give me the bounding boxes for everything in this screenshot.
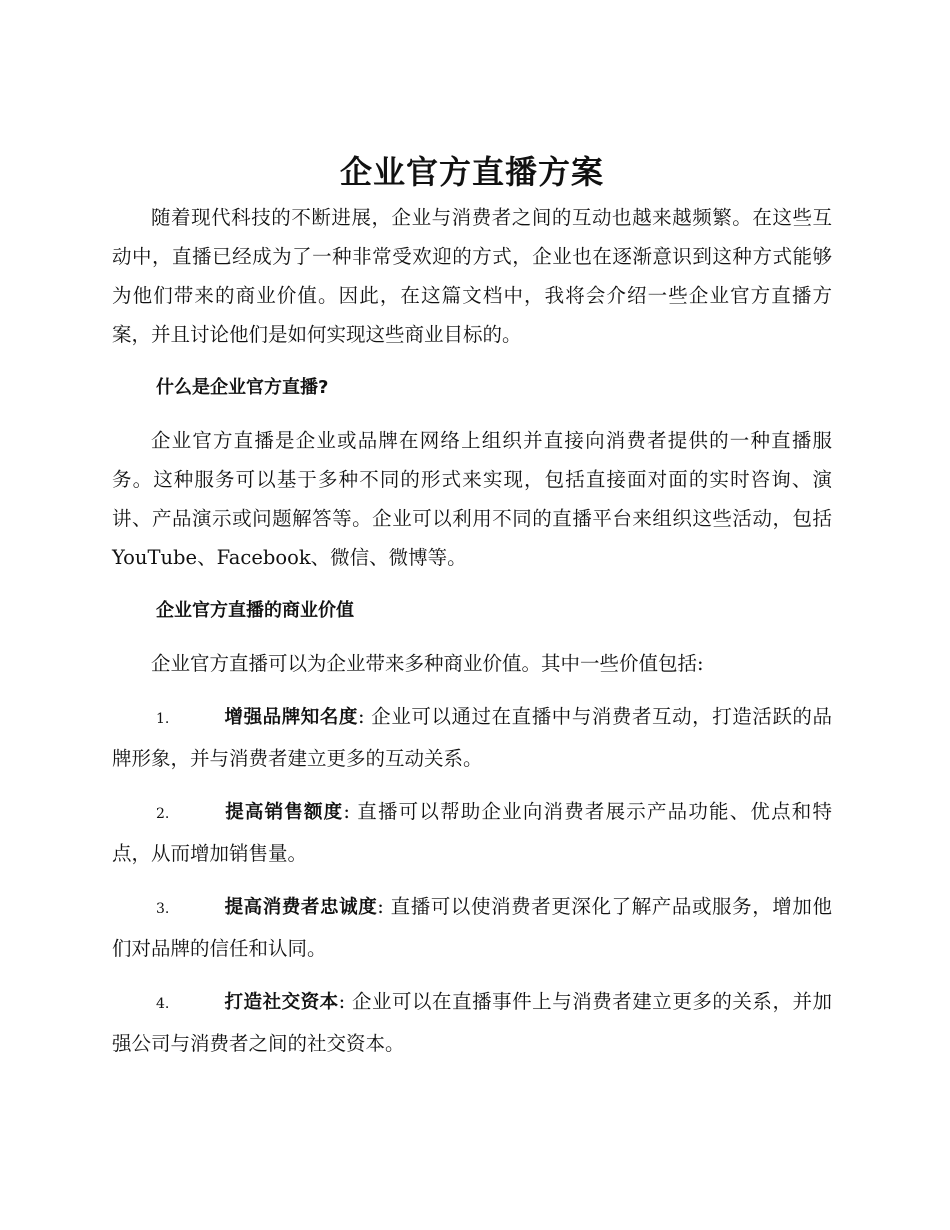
list-item — [112, 887, 832, 968]
list-item — [112, 792, 832, 873]
document-page — [112, 146, 832, 1063]
list-item-number: 4. — [156, 996, 170, 1012]
list-item-number: 1. — [156, 711, 170, 727]
list-item-term: 提高销售额度 — [224, 802, 344, 823]
list-item-number: 2. — [156, 806, 170, 822]
list-item-text: : 直播可以使消费者更深化了解产品或服务，增加他们对品牌的信任和认同。 — [112, 895, 832, 960]
list-item-term: 提高消费者忠诚度 — [224, 897, 378, 918]
intro-paragraph: 随着现代科技的不断进展，企业与消费者之间的互动也越来越频繁。在这些互动中，直播已经成为了一种非常受欢迎的方式，企业也在逐渐意识到这种方式能够为他们带来的商业价值。因此，在这篇文档中，我将会介绍一些企业官方直播方案，并且讨论他们是如何实现这些商业目标的。 — [112, 206, 832, 346]
list-item-term: 打造社交资本 — [224, 992, 339, 1013]
section-heading-what-is: 什么是企业官方直播? — [156, 377, 329, 398]
list-item — [112, 982, 832, 1063]
list-item-term: 增强品牌知名度 — [224, 707, 358, 728]
section-heading-business-value: 企业官方直播的商业价值 — [156, 600, 354, 621]
list-item-text: : 直播可以帮助企业向消费者展示产品功能、优点和特点，从而增加销售量。 — [112, 800, 832, 865]
section-paragraph-business-value: 企业官方直播可以为企业带来多种商业价值。其中一些价值包括: — [151, 652, 704, 675]
list-item — [112, 697, 832, 778]
list-item-text: : 企业可以在直播事件上与消费者建立更多的关系，并加强公司与消费者之间的社交资本。 — [112, 990, 832, 1055]
list-item-number: 3. — [156, 901, 170, 917]
section-paragraph-what-is: 企业官方直播是企业或品牌在网络上组织并直接向消费者提供的一种直播服务。这种服务可以基于多种不同的形式来实现，包括直接面对面的实时咨询、演讲、产品演示或问题解答等。企业可以利用不同的直播平台来组织这些活动，包括 YouTube、Facebook、微信、微博等。 — [112, 429, 832, 569]
list-item-text: : 企业可以通过在直播中与消费者互动，打造活跃的品牌形象，并与消费者建立更多的互动关系。 — [112, 705, 832, 770]
document-title: 企业官方直播方案 — [339, 153, 604, 191]
